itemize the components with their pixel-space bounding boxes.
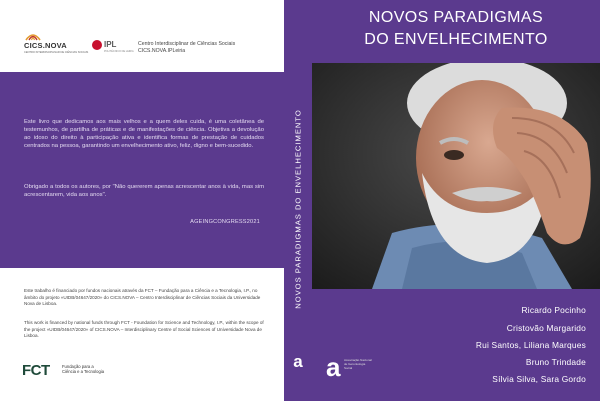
cics-nova-name: CICS.NOVA: [24, 41, 67, 50]
cics-nova-subtitle: CENTRO INTERDISCIPLINAR DE CIÊNCIAS SOCIAIS: [24, 51, 89, 54]
funding-text-en: This work is financed by national funds through FCT - Foundation for Science and Technology, I.P., within the scope of the project «UIDB/04647/2020» of CICS.NOVA – Interdisciplinary Centre of Social Sciences of Universidade Nova de Lisboa.: [24, 320, 264, 339]
spine-publisher-logo: a: [293, 352, 303, 371]
centro-line1: Centro Interdisciplinar de Ciências Sociais: [138, 41, 236, 47]
centro-line2: CICS.NOVA.IPLeiria: [138, 48, 186, 54]
front-title-line2: DO ENVELHECIMENTO: [364, 31, 548, 48]
cover-photo-elderly-man: [312, 63, 600, 289]
ipl-logo: [92, 40, 134, 56]
author-2: Cristovão Margarido: [506, 323, 586, 333]
back-cover: [0, 0, 284, 401]
ipl-subtitle: POLITÉCNICO DE LEIRIA: [104, 50, 134, 53]
back-cover-paragraph-2: Obrigado a todos os autores, por "Não quererem apenas acrescentar anos à vida, mas sim acrescentarem, vida aos anos".: [24, 184, 264, 198]
back-cover-paragraph-1: Este livro que dedicamos aos mais velhos e a quem deles cuida, é uma coletânea de testemunhos, de partilha de práticas e de manifestações de ciência. Objetiva a devolução ao idoso do direito à participação ativa e identifica formas de prestação de cuidados centrados na pessoa, garantindo um envelhecimento ativo, feliz, digno e bem-sucedido.: [24, 119, 264, 149]
publisher-logo-text: Associação Nacional de Gerontologia Social: [344, 358, 372, 370]
fct-logo: [22, 362, 112, 384]
cics-nova-mark-icon: [24, 28, 42, 42]
back-cover-header: [0, 0, 284, 72]
ipl-circle-icon: [92, 40, 102, 50]
author-3: Rui Santos, Liliana Marques: [475, 340, 586, 350]
front-title-line1: NOVOS PARADIGMAS: [368, 9, 544, 26]
ipl-name: IPL: [104, 40, 117, 49]
author-5: Sílvia Silva, Sara Gordo: [492, 374, 586, 384]
ageing-congress-hashtag: AGEINGCONGRESS2021: [190, 219, 260, 225]
back-cover-purple-panel: [0, 72, 284, 268]
publisher-logo: [326, 352, 386, 382]
author-1: Ricardo Pocinho: [521, 305, 586, 315]
spine-title: [284, 0, 312, 401]
author-4: Bruno Trindade: [525, 357, 586, 367]
cover-photo-illustration: [312, 63, 600, 289]
cics-nova-logo: [24, 28, 89, 58]
fct-logo-subtitle: Fundação para a Ciência e a Tecnologia: [62, 364, 105, 374]
funding-text-pt: Este trabalho é financiado por fundos nacionais através da FCT – Fundação para a Ciência e a Tecnologia, I.P., no âmbito do projeto «UIDB/04647/2020» do CICS.NOVA – Centro Interdisciplinar de Ciências Sociais da Universidade Nova de Lisboa.: [24, 288, 261, 307]
publisher-logo-letter: a: [326, 352, 341, 382]
fct-logo-text: FCT: [22, 362, 50, 379]
spine-title-text: NOVOS PARADIGMAS DO ENVELHECIMENTO: [293, 108, 303, 309]
centro-label: [138, 41, 235, 55]
